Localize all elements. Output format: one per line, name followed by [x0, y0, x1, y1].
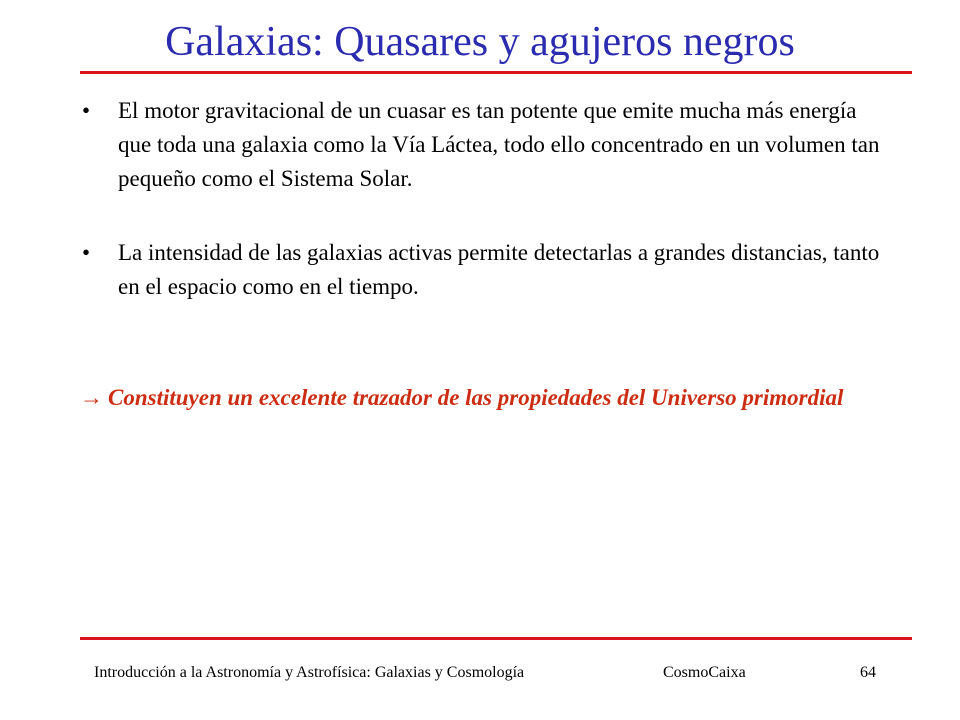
- bullet-dot-icon: •: [82, 240, 91, 265]
- footer-divider: [80, 637, 912, 640]
- bullet-text: La intensidad de las galaxias activas permite detectarlas a grandes distancias, tanto en el espacio como en el tiempo.: [118, 240, 880, 299]
- slide-title: Galaxias: Quasares y agujeros negros: [165, 19, 795, 65]
- footer-course-title: Introducción a la Astronomía y Astrofísica: Galaxias y Cosmología: [94, 664, 525, 681]
- conclusion-text: Constituyen un excelente trazador de las propiedades del Universo primordial: [108, 385, 844, 410]
- bullet-item: [80, 94, 880, 196]
- bullet-item: [80, 236, 880, 304]
- bullet-text: El motor gravitacional de un cuasar es tan potente que emite mucha más energía que toda una galaxia como la Vía Láctea, todo ello concentrado en un volumen tan pequeño como el Sistema Solar.: [118, 98, 880, 191]
- title-divider: [80, 71, 912, 74]
- bullet-dot-icon: •: [82, 98, 91, 123]
- right-arrow-icon: →: [80, 385, 103, 410]
- page-number: 64: [860, 664, 876, 681]
- conclusion: [80, 381, 870, 415]
- footer-organization: CosmoCaixa: [663, 664, 746, 681]
